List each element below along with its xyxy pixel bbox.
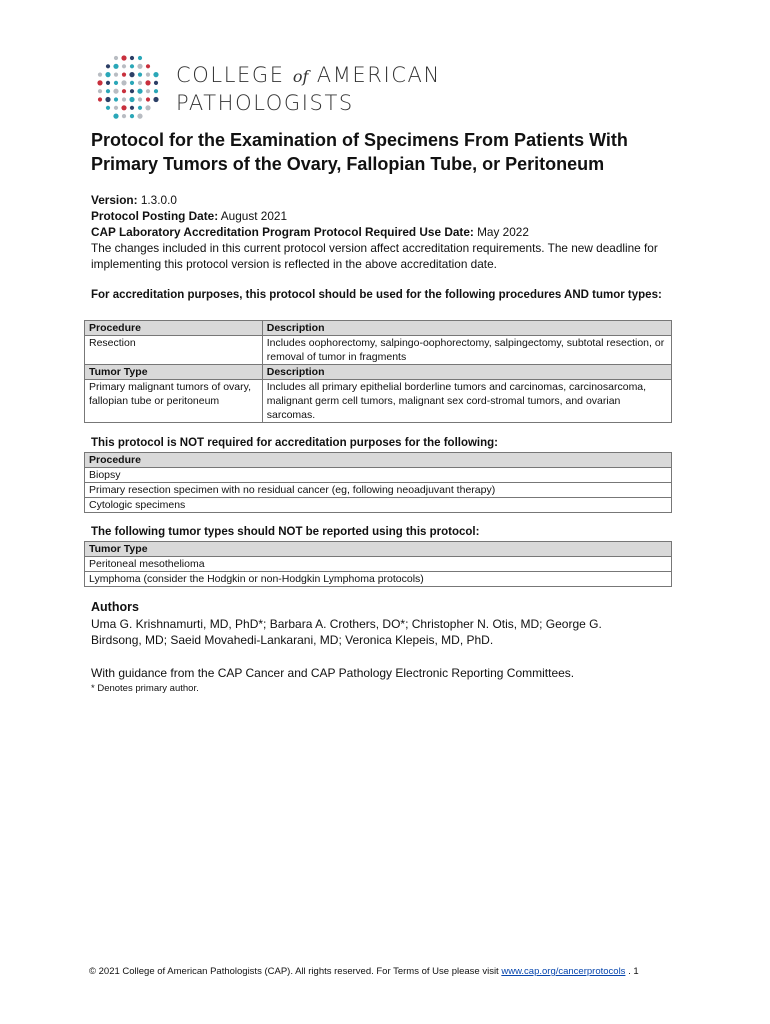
logo-dot bbox=[138, 106, 142, 110]
logo-dot bbox=[137, 114, 142, 119]
logo-dot bbox=[114, 56, 118, 60]
table-row bbox=[85, 572, 672, 587]
table-row bbox=[85, 468, 672, 483]
logo-dot bbox=[105, 72, 110, 77]
logo-dot bbox=[130, 56, 134, 60]
table-row bbox=[85, 321, 672, 336]
table-cell: Peritoneal mesothelioma bbox=[85, 557, 672, 572]
logo-dot bbox=[146, 97, 150, 101]
accreditation-heading: For accreditation purposes, this protocol should be used for the following procedures AND tumor types: bbox=[91, 289, 662, 301]
logo-dot bbox=[137, 64, 142, 69]
accreditation-table bbox=[84, 320, 672, 423]
table-cell: Resection bbox=[85, 336, 263, 365]
logo-dot bbox=[98, 97, 102, 101]
logo-dot bbox=[145, 105, 150, 110]
table-cell: Biopsy bbox=[85, 468, 672, 483]
table-row bbox=[85, 483, 672, 498]
logo-dot bbox=[146, 89, 150, 93]
logo-dot bbox=[138, 73, 142, 77]
logo-dot bbox=[138, 81, 142, 85]
logo-dot bbox=[105, 97, 110, 102]
logo-dot bbox=[129, 97, 134, 102]
table-header-cell: Procedure bbox=[85, 453, 672, 468]
logo-dot bbox=[114, 97, 118, 101]
logo-wordmark: COLLEGE of AMERICAN PATHOLOGISTS bbox=[176, 63, 441, 115]
table-header-cell: Tumor Type bbox=[85, 542, 672, 557]
authors-title: Authors bbox=[91, 600, 139, 614]
not-reported-table bbox=[84, 541, 672, 587]
required-date-line: CAP Laboratory Accreditation Program Protocol Required Use Date: May 2022 bbox=[91, 225, 529, 239]
table-header-cell: Description bbox=[262, 321, 671, 336]
logo-dot bbox=[153, 97, 158, 102]
table-row bbox=[85, 380, 672, 423]
table-row bbox=[85, 453, 672, 468]
logo-dot bbox=[122, 97, 126, 101]
logo-dot bbox=[97, 80, 102, 85]
logo-dot bbox=[130, 64, 134, 68]
logo-dot bbox=[98, 89, 102, 93]
logo-dot bbox=[130, 106, 134, 110]
protocol-meta bbox=[91, 192, 691, 272]
guidance-text: With guidance from the CAP Cancer and CAP Pathology Electronic Reporting Committees. bbox=[91, 666, 575, 680]
table-row bbox=[85, 557, 672, 572]
logo-dot bbox=[113, 114, 118, 119]
logo-dot bbox=[113, 89, 118, 94]
logo-dot bbox=[138, 97, 142, 101]
logo-dot bbox=[153, 72, 158, 77]
logo-dot bbox=[122, 89, 126, 93]
authors-list: Uma G. Krishnamurti, MD, PhD*; Barbara A. Crothers, DO*; Christopher N. Otis, MD; George G. Birdsong, MD; Saeid Movahedi-Lankarani, MD; Veronica Klepeis, MD, PhD. bbox=[91, 617, 602, 647]
logo-dot bbox=[106, 64, 110, 68]
cap-dots-logo-icon bbox=[94, 52, 162, 122]
posting-date-line: Protocol Posting Date: August 2021 bbox=[91, 209, 288, 223]
table-cell: Includes oophorectomy, salpingo-oophorectomy, salpingectomy, subtotal resection, or removal of tumor in fragments bbox=[262, 336, 671, 365]
logo-dot bbox=[146, 64, 150, 68]
logo-dot bbox=[129, 72, 134, 77]
logo-dot bbox=[113, 64, 118, 69]
logo-dot bbox=[114, 106, 118, 110]
logo-dot bbox=[130, 89, 134, 93]
logo-dot bbox=[154, 89, 158, 93]
logo-dot bbox=[145, 80, 150, 85]
table-row bbox=[85, 336, 672, 365]
primary-author-note: * Denotes primary author. bbox=[91, 683, 199, 694]
logo-dot bbox=[106, 81, 110, 85]
logo-dot bbox=[122, 64, 126, 68]
table-row bbox=[85, 542, 672, 557]
cancer-protocols-link[interactable]: www.cap.org/cancerprotocols bbox=[501, 966, 626, 977]
table-header-cell: Tumor Type bbox=[85, 365, 263, 380]
logo-dot bbox=[122, 114, 126, 118]
logo-dot bbox=[122, 73, 126, 77]
logo-dot bbox=[130, 81, 134, 85]
cap-logo bbox=[94, 52, 494, 122]
table-header-cell: Procedure bbox=[85, 321, 263, 336]
table-row bbox=[85, 365, 672, 380]
logo-dot bbox=[121, 55, 126, 60]
logo-dot bbox=[137, 89, 142, 94]
page-footer: © 2021 College of American Pathologists (CAP). All rights reserved. For Terms of Use please visit www.cap.org/cancerprotocols . 1 bbox=[89, 966, 639, 977]
logo-dot bbox=[138, 56, 142, 60]
logo-dot bbox=[114, 73, 118, 77]
changes-note: The changes included in this current protocol version affect accreditation requirements. The new deadline for implementing this protocol version is reflected in the above accreditation date. bbox=[91, 241, 658, 271]
not-reported-heading: The following tumor types should NOT be reported using this protocol: bbox=[91, 526, 480, 538]
logo-dot bbox=[98, 73, 102, 77]
logo-dot bbox=[154, 81, 158, 85]
table-cell: Primary malignant tumors of ovary, fallopian tube or peritoneum bbox=[85, 380, 263, 423]
logo-dot bbox=[121, 105, 126, 110]
table-row bbox=[85, 498, 672, 513]
page-number: . 1 bbox=[628, 966, 639, 977]
page-title: Protocol for the Examination of Specimens From Patients With Primary Tumors of the Ovary, Fallopian Tube, or Peritoneum bbox=[91, 130, 628, 174]
table-cell: Cytologic specimens bbox=[85, 498, 672, 513]
logo-dot bbox=[121, 80, 126, 85]
table-cell: Primary resection specimen with no residual cancer (eg, following neoadjuvant therapy) bbox=[85, 483, 672, 498]
logo-dot bbox=[106, 89, 110, 93]
logo-dot bbox=[114, 81, 118, 85]
version-line: Version: 1.3.0.0 bbox=[91, 193, 177, 207]
not-required-table bbox=[84, 452, 672, 513]
table-cell: Lymphoma (consider the Hodgkin or non-Hodgkin Lymphoma protocols) bbox=[85, 572, 672, 587]
logo-dot bbox=[106, 106, 110, 110]
table-cell: Includes all primary epithelial borderline tumors and carcinomas, carcinosarcoma, malignant germ cell tumors, malignant sex cord-stromal tumors, and ovarian sarcomas. bbox=[262, 380, 671, 423]
logo-dot bbox=[146, 73, 150, 77]
not-required-heading: This protocol is NOT required for accreditation purposes for the following: bbox=[91, 437, 498, 449]
logo-dot bbox=[130, 114, 134, 118]
table-header-cell: Description bbox=[262, 365, 671, 380]
